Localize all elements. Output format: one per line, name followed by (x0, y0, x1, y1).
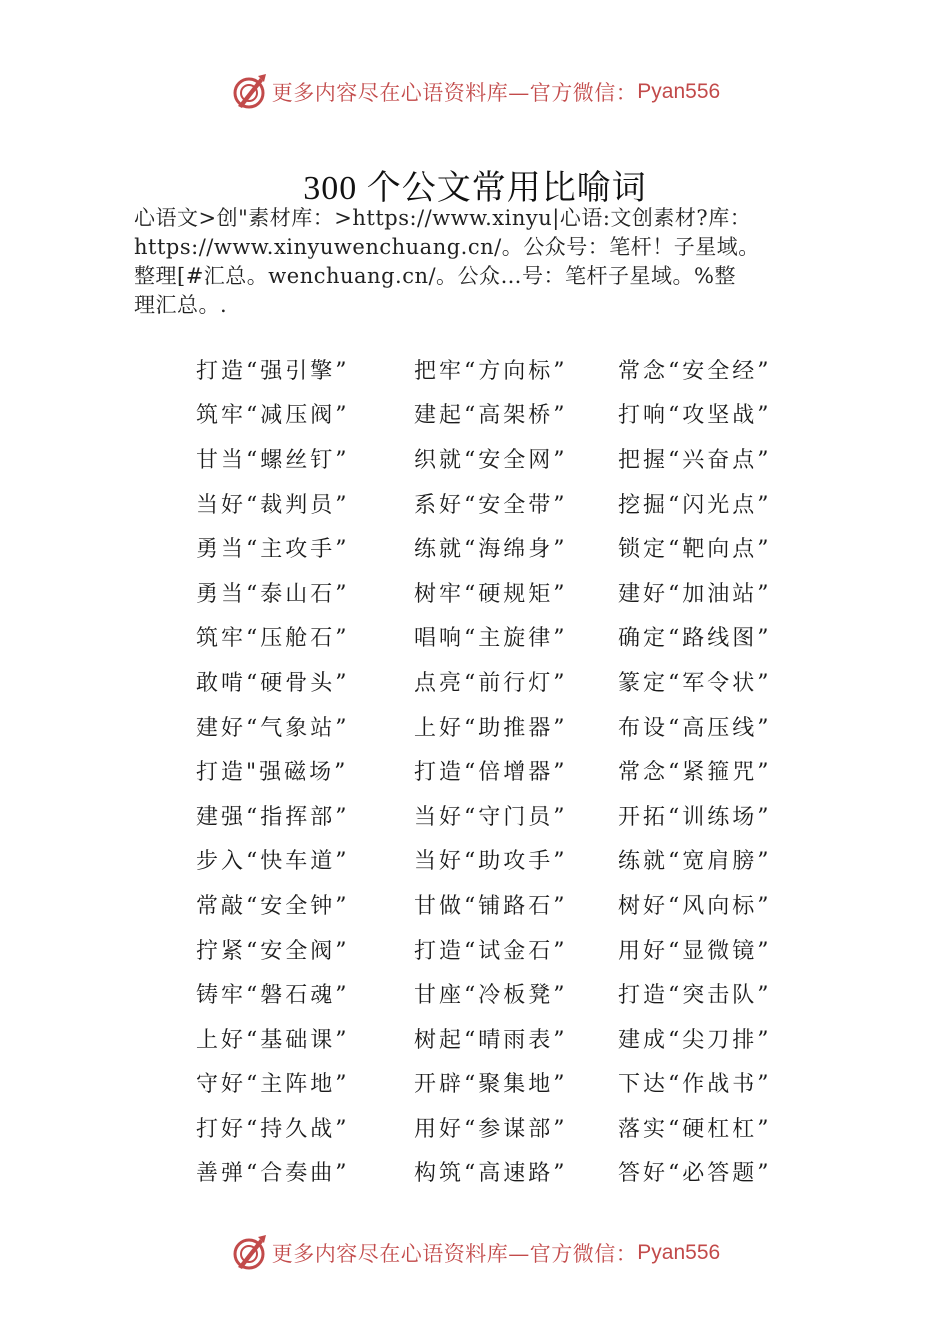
phrase-item: 打造“突击队” (618, 983, 772, 1009)
phrase-item: 勇当“泰山石” (196, 581, 350, 607)
phrase-row (196, 838, 816, 883)
phrase-list (196, 347, 816, 1194)
phrase-item: 把牢“方向标” (414, 358, 568, 384)
phrase-item: 建强“指挥部” (196, 804, 350, 830)
phrase-item: 步入“快车道” (196, 849, 350, 875)
phrase-item: 建成“尖刀排” (618, 1027, 772, 1053)
phrase-row (196, 882, 816, 927)
phrase-row (196, 704, 816, 749)
phrase-item: 上好“基础课” (196, 1027, 350, 1053)
phrase-item: 筑牢“减压阀” (196, 403, 350, 429)
phrase-row (196, 481, 816, 526)
phrase-item: 确定“路线图” (618, 626, 772, 652)
phrase-item: 守好“主阵地” (196, 1072, 350, 1098)
phrase-item: 打造“试金石” (414, 938, 568, 964)
intro-paragraph (134, 204, 834, 320)
phrase-item: 甘当“螺丝钉” (196, 447, 350, 473)
phrase-row (196, 793, 816, 838)
phrase-item: 拧紧“安全阀” (196, 938, 350, 964)
phrase-item: 当好“助攻手” (414, 849, 568, 875)
phrase-row (196, 748, 816, 793)
phrase-item: 建起“高架桥” (414, 403, 568, 429)
phrase-item: 答好“必答题” (618, 1161, 772, 1187)
phrase-item: 用好“参谋部” (414, 1116, 568, 1142)
phrase-item: 唱响“主旋律” (414, 626, 568, 652)
phrase-row (196, 570, 816, 615)
phrase-item: 常敲“安全钟” (196, 893, 350, 919)
phrase-item: 筑牢“压舱石” (196, 626, 350, 652)
phrase-item: 打造"强磁场” (196, 760, 349, 786)
phrase-item: 练就“宽肩膀” (618, 849, 772, 875)
phrase-row (196, 436, 816, 481)
phrase-row (196, 971, 816, 1016)
phrase-row (196, 525, 816, 570)
phrase-item: 敢啃“硬骨头” (196, 670, 350, 696)
phrase-item: 建好“气象站” (196, 715, 350, 741)
phrase-row (196, 615, 816, 660)
phrase-item: 打好“持久战” (196, 1116, 350, 1142)
intro-line: 心语文>创"素材库：>https://www.xinyu|心语:文创素材?库： (134, 206, 752, 230)
phrase-item: 系好“安全带” (414, 492, 568, 518)
phrase-item: 上好“助推器” (414, 715, 568, 741)
phrase-item: 建好“加油站” (618, 581, 772, 607)
phrase-item: 织就“安全网” (414, 447, 568, 473)
phrase-item: 打造“强引擎” (196, 358, 350, 384)
phrase-item: 锁定“靶向点” (618, 537, 772, 563)
phrase-item: 铸牢“磐石魂” (196, 983, 350, 1009)
banner-wechat-id: Pyan556 (637, 80, 721, 103)
header-banner (0, 70, 950, 114)
phrase-item: 树起“晴雨表” (414, 1027, 568, 1053)
phrase-row (196, 659, 816, 704)
phrase-row (196, 347, 816, 392)
intro-line: https://www.xinyuwenchuang.cn/。公众号：笔杆！子星域。 (134, 235, 760, 259)
phrase-item: 练就“海绵身” (414, 537, 568, 563)
phrase-item: 树好“风向标” (618, 893, 772, 919)
phrase-item: 当好“裁判员” (196, 492, 350, 518)
phrase-item: 树牢“硬规矩” (414, 581, 568, 607)
phrase-row (196, 1150, 816, 1195)
phrase-item: 常念“紧箍咒” (618, 760, 772, 786)
document-title: 300 个公文常用比喻词 (303, 170, 647, 207)
phrase-row (196, 392, 816, 437)
phrase-item: 点亮“前行灯” (414, 670, 568, 696)
phrase-item: 打造“倍增器” (414, 760, 568, 786)
phrase-item: 常念“安全经” (618, 358, 772, 384)
phrase-item: 甘座“冷板凳” (414, 983, 568, 1009)
phrase-item: 善弹“合奏曲” (196, 1161, 350, 1187)
footer-banner (0, 1231, 950, 1275)
banner-text: 更多内容尽在心语资料库—官方微信： (271, 1242, 638, 1266)
phrase-item: 篆定“军令状” (618, 670, 772, 696)
phrase-item: 甘做“铺路石” (414, 893, 568, 919)
banner-text: 更多内容尽在心语资料库—官方微信： (271, 81, 638, 105)
phrase-row (196, 927, 816, 972)
phrase-row (196, 1016, 816, 1061)
banner-wechat-id: Pyan556 (637, 1241, 721, 1264)
phrase-item: 布设“高压线” (618, 715, 772, 741)
phrase-item: 用好“显微镜” (618, 938, 772, 964)
quill-pen-logo-icon (230, 1233, 270, 1273)
phrase-item: 开拓“训练场” (618, 804, 772, 830)
phrase-item: 开辟“聚集地” (414, 1072, 568, 1098)
phrase-item: 下达“作战书” (618, 1072, 772, 1098)
phrase-item: 落实“硬杠杠” (618, 1116, 772, 1142)
intro-line: 整理[#汇总。wenchuang.cn/。公众…号：笔杆子星域。%整 (134, 264, 737, 288)
phrase-item: 挖掘“闪光点” (618, 492, 772, 518)
phrase-row (196, 1105, 816, 1150)
phrase-row (196, 1061, 816, 1106)
phrase-item: 勇当“主攻手” (196, 537, 350, 563)
intro-line: 理汇总。. (134, 293, 228, 317)
phrase-item: 构筑“高速路” (414, 1161, 568, 1187)
quill-pen-logo-icon (230, 72, 270, 112)
phrase-item: 当好“守门员” (414, 804, 568, 830)
phrase-item: 把握“兴奋点” (618, 447, 772, 473)
phrase-item: 打响“攻坚战” (618, 403, 772, 429)
